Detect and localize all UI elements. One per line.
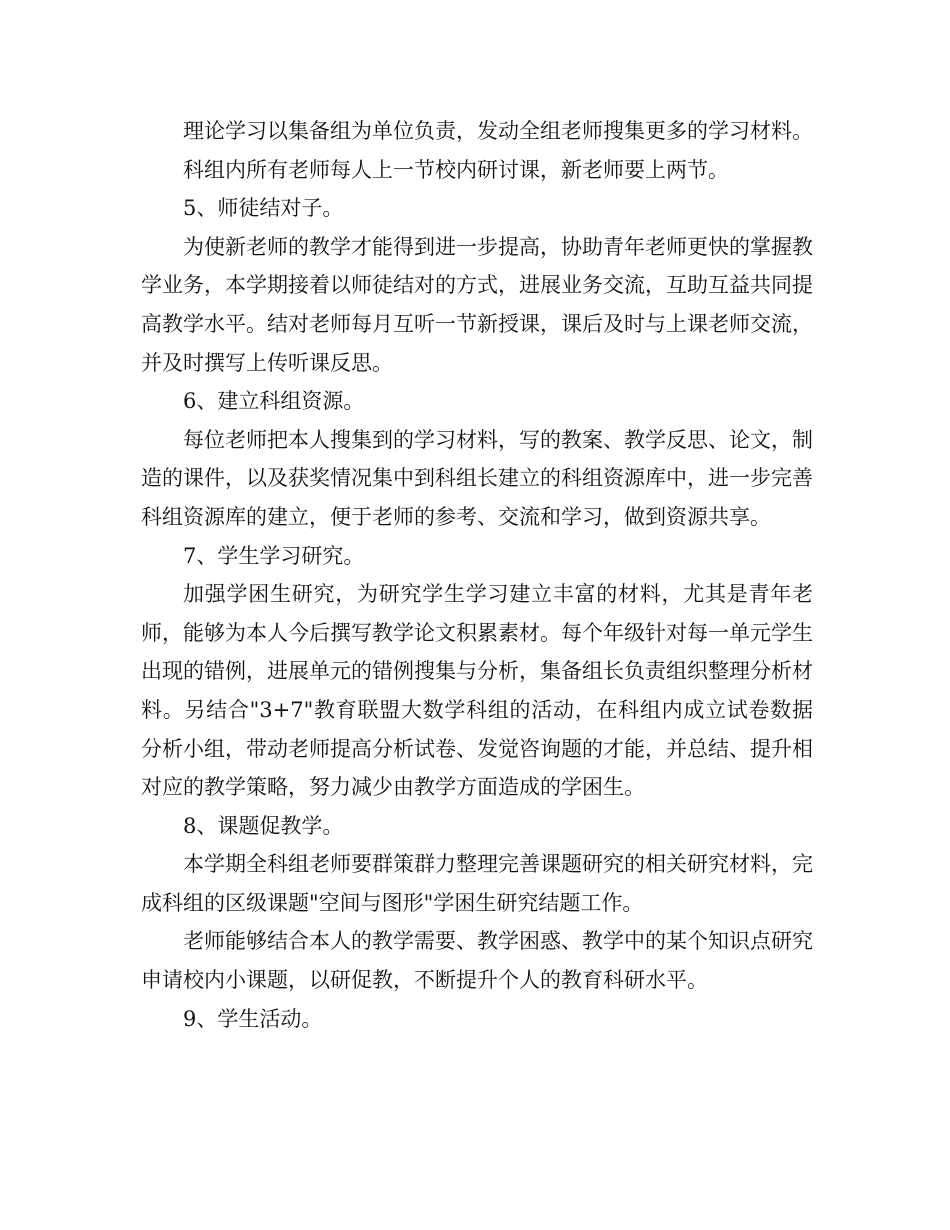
paragraph-research-lesson: 科组内所有老师每人上一节校内研讨课，新老师要上两节。 (183, 157, 729, 182)
heading-research-topics: 8、课题促教学。 (183, 813, 344, 838)
paragraph-student-learning-research: 加强学困生研究，为研究学生学习建立丰富的材料，尤其是青年老师，能够为本人今后撰写教学论文积累素材。每个年级针对每一单元学生出现的错例，进展单元的错例搜集与分析，集备组长负责组织整理分析材料。另结合"3+7"教育联盟大数学科组的活动，在科组内成立试卷数据分析小组，带动老师提高分析试卷、发觉咨询题的才能，并总结、提升相对应的教学策略，努力减少由教学方面造成的学困生。 (141, 582, 813, 800)
paragraph-mentorship: 为使新老师的教学才能得到进一步提高，协助青年老师更快的掌握教学业务，本学期接着以师徒结对的方式，进展业务交流，互助互益共同提高教学水平。结对老师每月互听一节新授课，课后及时与上课老师交流，并及时撰写上传听课反思。 (141, 234, 813, 375)
paragraph-theory-study: 理论学习以集备组为单位负责，发动全组老师搜集更多的学习材料。 (183, 119, 813, 143)
document-body (141, 112, 813, 1038)
paragraph-group-resources: 每位老师把本人搜集到的学习材料，写的教案、教学反思、论文，制造的课件，以及获奖情况集中到科组长建立的科组资源库中，进一步完善科组资源库的建立，便于老师的参考、交流和学习，做到资源共享。 (141, 427, 813, 529)
heading-group-resources: 6、建立科组资源。 (183, 389, 365, 414)
heading-student-learning-research: 7、学生学习研究。 (183, 543, 365, 568)
heading-student-activities: 9、学生活动。 (183, 1006, 323, 1031)
heading-mentorship: 5、师徒结对子。 (183, 196, 344, 221)
paragraph-small-topics: 老师能够结合本人的教学需要、教学困惑、教学中的某个知识点研究申请校内小课题，以研促教，不断提升个人的教育科研水平。 (141, 929, 813, 993)
paragraph-research-topics: 本学期全科组老师要群策群力整理完善课题研究的相关研究材料，完成科组的区级课题"空间与图形"学困生研究结题工作。 (141, 852, 813, 915)
